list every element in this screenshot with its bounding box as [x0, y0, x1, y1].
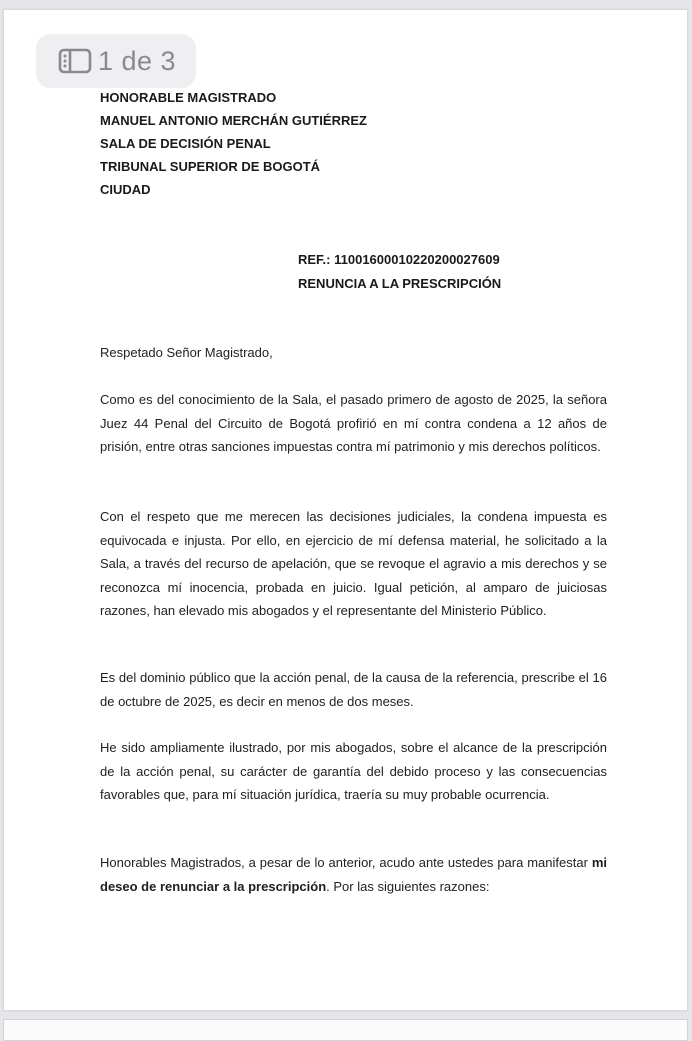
paragraph: Con el respeto que me merecen las decisiones judiciales, la condena impuesta es equivocada e injusta. Por ello, en ejercicio de mí defensa material, he solicitado a la Sala, a través del recurso de apelación, que se revoque el agravio a mis derechos y se reconozca mí inocencia, probada en juicio. Igual petición, al amparo de juiciosas razones, han elevado mis abogados y el representante del Ministerio Público. [100, 509, 607, 619]
final-paragraph-tail: . Por las siguientes razones: [326, 878, 490, 894]
recipient-line: MANUEL ANTONIO MERCHÁN GUTIÉRREZ [100, 113, 367, 128]
page-indicator-label: 1 de 3 [98, 45, 177, 76]
recipient-line: HONORABLE MAGISTRADO [100, 90, 277, 105]
sidebar-icon [58, 48, 92, 74]
final-paragraph-lead: Honorables Magistrados, a pesar de lo anterior, acudo ante ustedes para manifestar [100, 855, 588, 870]
recipient-line: TRIBUNAL SUPERIOR DE BOGOTÁ [100, 159, 321, 174]
subject-line: RENUNCIA A LA PRESCRIPCIÓN [298, 276, 502, 291]
paragraph: Como es del conocimiento de la Sala, el pasado primero de agosto de 2025, la señora Juez 44 Penal del Circuito de Bogotá profirió en mí contra condena a 12 años de prisión, entre otras sanciones impuestas contra mí patrimonio y mis derechos políticos. [100, 392, 607, 455]
recipient-line: CIUDAD [100, 182, 151, 197]
salutation: Respetado Señor Magistrado, [100, 345, 273, 360]
paragraph: He sido ampliamente ilustrado, por mis abogados, sobre el alcance de la prescripción de la acción penal, su carácter de garantía del debido proceso y las consecuencias favorables que, para mí situación jurídica, traería su muy probable ocurrencia. [100, 740, 607, 803]
reference-number: REF.: 11001600010220200027609 [298, 252, 500, 267]
final-paragraph-emphasis: mi deseo de renunciar a la prescripción [100, 855, 607, 894]
page-indicator[interactable] [36, 34, 196, 88]
paragraph: Es del dominio público que la acción penal, de la causa de la referencia, prescribe el 16 de octubre de 2025, es decir en menos de dos meses. [100, 670, 607, 709]
recipient-line: SALA DE DECISIÓN PENAL [100, 136, 271, 151]
final-paragraph [100, 851, 607, 898]
next-document-page [3, 1019, 688, 1041]
